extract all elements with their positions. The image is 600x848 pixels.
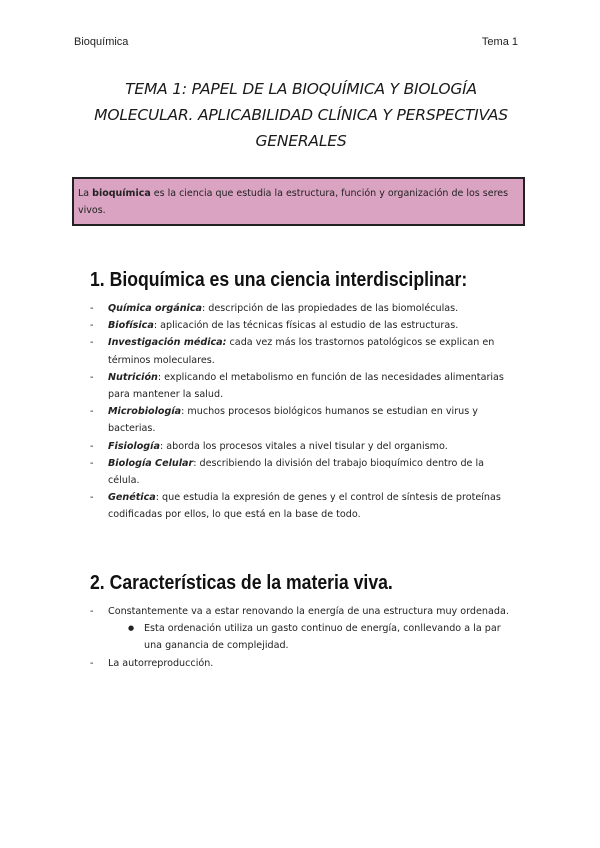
- item-text: : describiendo la división del trabajo bioquímico dentro de la célula.: [108, 457, 485, 487]
- item-term: Nutrición: [108, 371, 158, 383]
- document-title: [70, 76, 532, 154]
- item-term: Investigación médica:: [108, 337, 227, 349]
- item-text: : muchos procesos biológicos humanos se estudian en virus y bacterias.: [108, 406, 478, 435]
- item-text: : explicando el metabolismo en función de las necesidades alimentarias para mantener la salud.: [108, 371, 504, 401]
- list-item: [90, 334, 518, 368]
- item-term: Fisiología: [108, 440, 160, 452]
- title-line-3: GENERALES: [255, 132, 347, 150]
- header-left-title: Bioquímica: [74, 36, 129, 48]
- sub-list-item: [108, 620, 518, 654]
- section-2-heading: 2. Características de la materia viva.: [90, 571, 393, 594]
- item-text: Constantemente va a estar renovando la energía de una estructura muy ordenada.: [108, 606, 509, 617]
- item-term: Biología Celular: [108, 457, 194, 469]
- definition-prefix: La: [78, 188, 93, 199]
- header-right-title: Tema 1: [481, 36, 518, 48]
- item-text: : que estudia la expresión de genes y el control de síntesis de proteínas codificadas por ellos, lo que está en la base de todo.: [108, 492, 501, 521]
- definition-text: es la ciencia que estudia la estructura, función y organización de los seres vivos.: [78, 188, 509, 216]
- section-1-heading: 1. Bioquímica es una ciencia interdisciplinar:: [90, 268, 468, 291]
- title-line-1: TEMA 1: PAPEL DE LA BIOQUÍMICA Y BIOLOGÍA: [125, 80, 477, 98]
- title-line-2: MOLECULAR. APLICABILIDAD CLÍNICA Y PERSPECTIVAS: [94, 106, 508, 124]
- item-term: Biofísica: [108, 320, 154, 332]
- list-item: [90, 317, 518, 334]
- definition-box: [72, 177, 525, 226]
- list-item: [90, 438, 518, 455]
- list-item: [90, 403, 518, 437]
- item-text: La autorreproducción.: [108, 657, 214, 669]
- item-text: : aborda los procesos vitales a nivel tisular y del organismo.: [159, 440, 448, 452]
- item-term: Microbiología: [108, 406, 182, 418]
- sub-item-text: Esta ordenación utiliza un gasto continuo de energía, conllevando a la par una ganancia de complejidad.: [144, 623, 501, 652]
- section-2-list: [90, 603, 518, 672]
- item-text: cada vez más los trastornos patológicos se explican en términos moleculares.: [108, 337, 495, 366]
- item-text: : descripción de las propiedades de las biomoléculas.: [202, 303, 459, 314]
- list-item: [90, 489, 518, 523]
- sub-list: [108, 620, 518, 654]
- list-item: [90, 603, 518, 655]
- item-text: : aplicación de las técnicas físicas al estudio de las estructuras.: [153, 320, 459, 332]
- item-term: Genética: [108, 492, 156, 504]
- item-term: Química orgánica: [108, 303, 203, 314]
- definition-term: bioquímica: [92, 188, 151, 199]
- section-1-list: [90, 300, 518, 524]
- list-item: [90, 655, 518, 672]
- list-item: [90, 455, 518, 489]
- list-item: [90, 300, 518, 317]
- list-item: [90, 369, 518, 403]
